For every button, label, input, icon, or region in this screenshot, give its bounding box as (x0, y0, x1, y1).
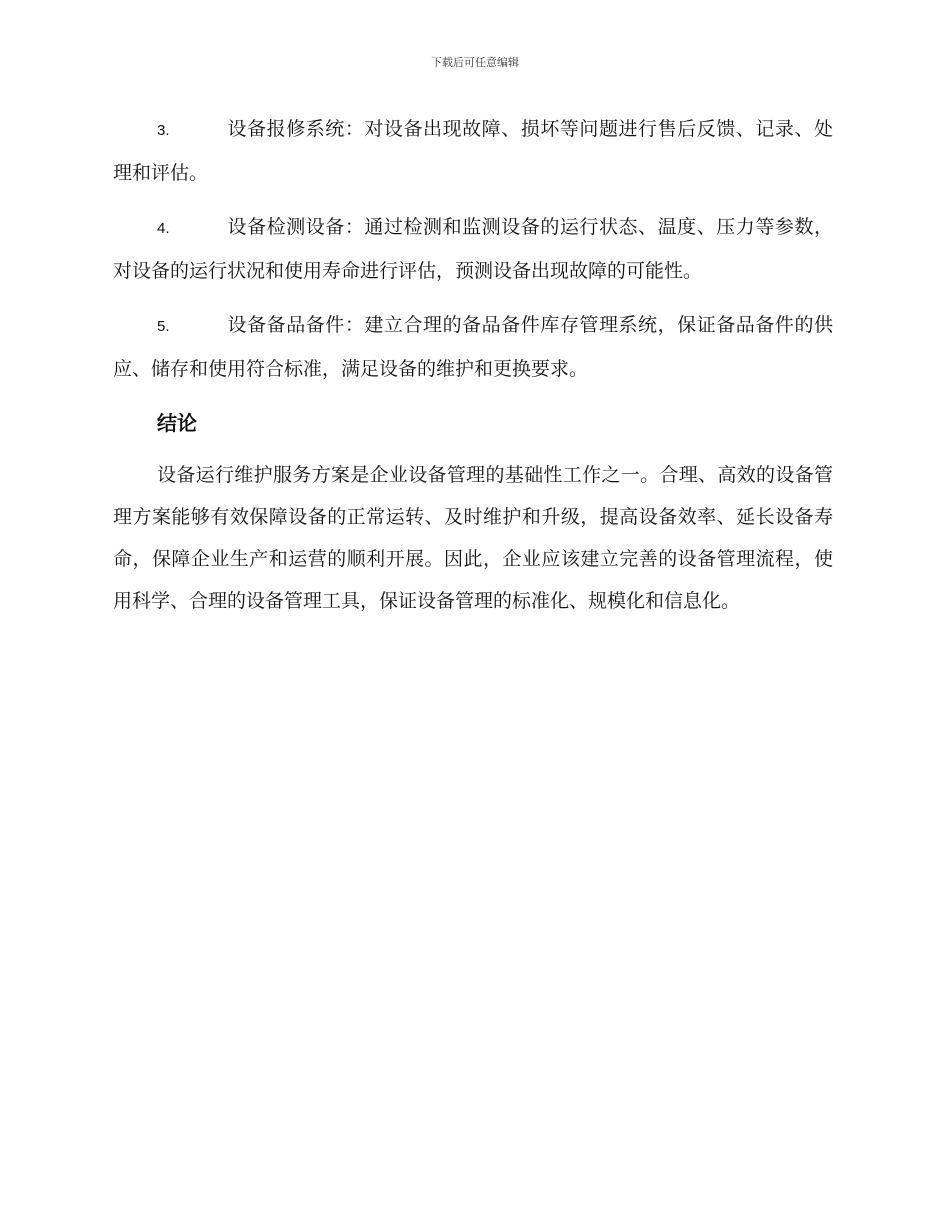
list-item (113, 304, 833, 390)
list-item-number: 5. (157, 318, 170, 335)
section-heading: 结论 (157, 411, 197, 435)
list-item-text: 设备报修系统：对设备出现故障、损坏等问题进行售后反馈、记录、处理和评估。 (113, 118, 833, 184)
list-item-text: 设备检测设备：通过检测和监测设备的运行状态、温度、压力等参数，对设备的运行状况和使用寿命进行评估，预测设备出现故障的可能性。 (113, 216, 833, 282)
list-item-number: 3. (157, 122, 170, 139)
conclusion-paragraph: 设备运行维护服务方案是企业设备管理的基础性工作之一。合理、高效的设备管理方案能够有效保障设备的正常运转、及时维护和升级，提高设备效率、延长设备寿命，保障企业生产和运营的顺利开展。因此，企业应该建立完善的设备管理流程，使用科学、合理的设备管理工具，保证设备管理的标准化、规模化和信息化。 (113, 464, 833, 612)
page-header: 下载后可任意编辑 (431, 56, 519, 69)
document-body (113, 108, 833, 622)
list-item-number: 4. (157, 220, 170, 237)
list-item (113, 206, 833, 292)
list-item-text: 设备备品备件：建立合理的备品备件库存管理系统，保证备品备件的供应、储存和使用符合标准，满足设备的维护和更换要求。 (113, 314, 833, 380)
list-item (113, 108, 833, 194)
